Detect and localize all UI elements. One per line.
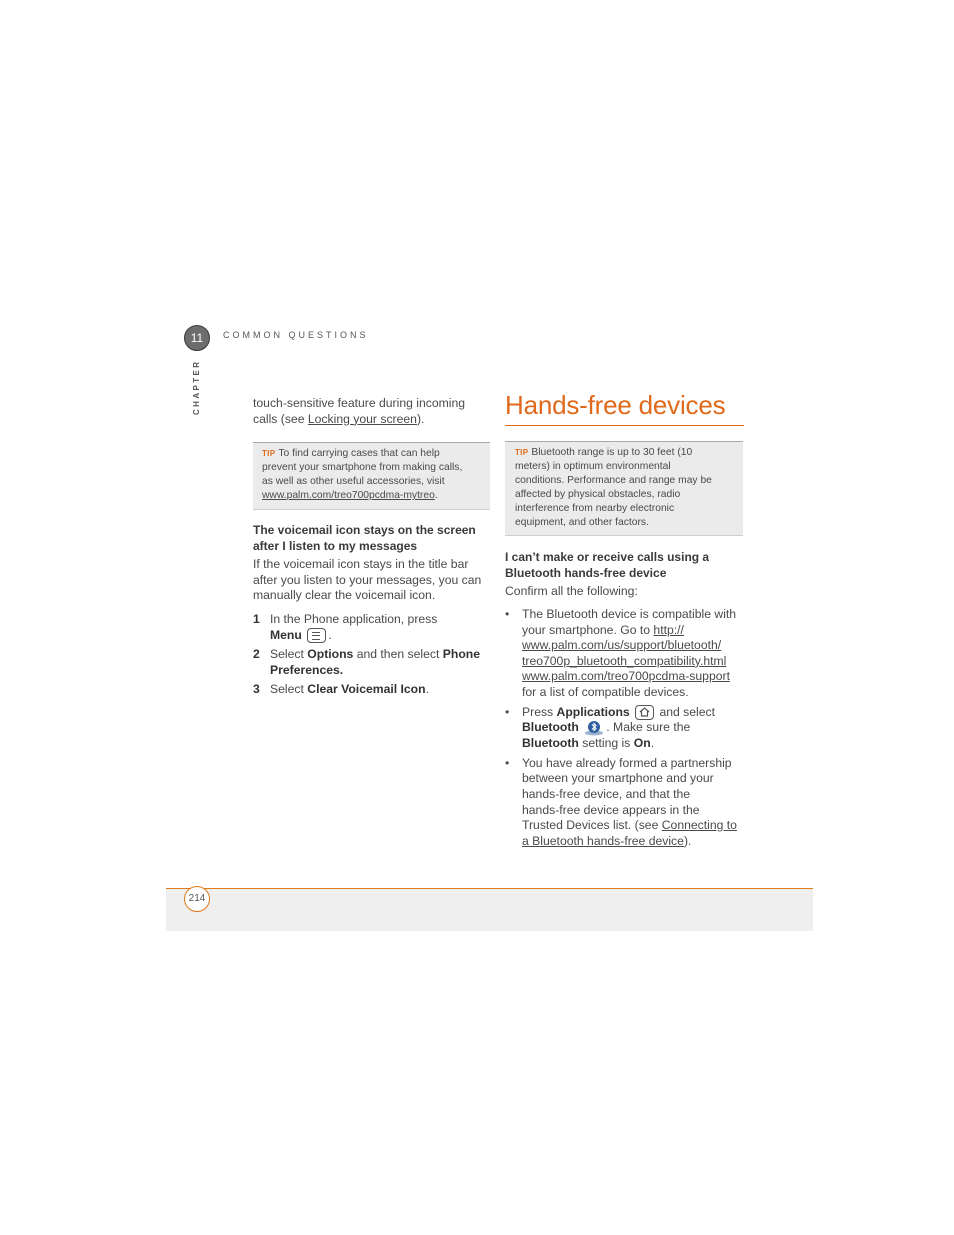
connecting-bluetooth-link[interactable]: a Bluetooth hands-free device — [522, 833, 684, 848]
tip-label: TIP — [262, 449, 276, 458]
mytreo-link[interactable]: www.palm.com/treo700pcdma-mytreo — [262, 490, 435, 501]
locking-screen-link[interactable]: Locking your screen — [307, 411, 417, 426]
support-link[interactable]: www.palm.com/treo700pcdma-support — [522, 669, 730, 684]
chapter-vertical-label: CHAPTER — [192, 359, 201, 415]
step-1: 1 In the Phone application, press Menu . — [253, 612, 438, 642]
menu-icon — [307, 628, 326, 643]
section-heading-rule — [505, 425, 744, 426]
tip-box-carrying-cases: TIP To find carrying cases that can help prevent your smartphone from making calls, as well as other useful accessories, visit www.palm.com/treo700pcdma-mytreo. — [253, 442, 490, 510]
list-item-partnership: • You have already formed a partnership between your smartphone and your hands-free device, and that the hands-free device appears in the Trusted Devices list. (see Connecting to a Bluetooth hands-free device). — [505, 755, 737, 848]
intro-paragraph: touch-sensitive feature during incoming calls (see Locking your screen). — [253, 396, 493, 427]
requirements-list — [505, 607, 748, 849]
step-3: 3 Select Clear Voicemail Icon. — [253, 682, 429, 697]
compatibility-link[interactable]: www.palm.com/us/support/bluetooth/ — [522, 638, 722, 653]
tip-label: TIP — [515, 448, 529, 457]
intro-line: touch-sensitive feature during incoming — [253, 396, 466, 410]
bluetooth-icon — [584, 720, 604, 736]
list-item-compatibility: • The Bluetooth device is compatible with your smartphone. Go to http:// www.palm.com/us/support/bluetooth/ treo700p_bluetooth_compatibility.html www.palm.com/treo700pcdma-support for a list of compatible devices. — [505, 607, 748, 701]
compatibility-link[interactable]: http:// — [653, 622, 684, 637]
step-2: 2 Select Options and then select Phone Preferences. — [253, 647, 480, 677]
steps-list — [253, 612, 493, 698]
list-item-enable-bluetooth: • Press Applications and select Bluetooth . Make sure the Bluetooth setting is On. — [505, 704, 716, 751]
running-header-title: COMMON QUESTIONS — [223, 330, 369, 340]
page-number-badge: 214 — [184, 886, 210, 912]
connecting-bluetooth-link[interactable]: Connecting to — [661, 818, 737, 833]
confirm-text: Confirm all the following: — [505, 584, 638, 598]
tip-box-bluetooth-range: TIP Bluetooth range is up to 30 feet (10 meters) in optimum environmental conditions. Performance and range may be affected by physical obstacles, radio interference from nearby electronic equipment, and other factors. — [505, 441, 743, 536]
chapter-number-badge: 11 — [184, 325, 210, 351]
voicemail-question-heading: The voicemail icon stays on the screen after I listen to my messages — [253, 523, 476, 553]
voicemail-answer-paragraph: If the voicemail icon stays in the title bar after you listen to your messages, you can manually clear the voicemail icon. — [253, 557, 482, 603]
bluetooth-question-heading: I can’t make or receive calls using a Bluetooth hands-free device — [505, 550, 710, 580]
compatibility-link[interactable]: treo700p_bluetooth_compatibility.html — [522, 653, 727, 668]
section-heading-hands-free: Hands-free devices — [505, 390, 726, 420]
footer-band — [166, 888, 813, 931]
applications-home-icon — [635, 705, 654, 720]
